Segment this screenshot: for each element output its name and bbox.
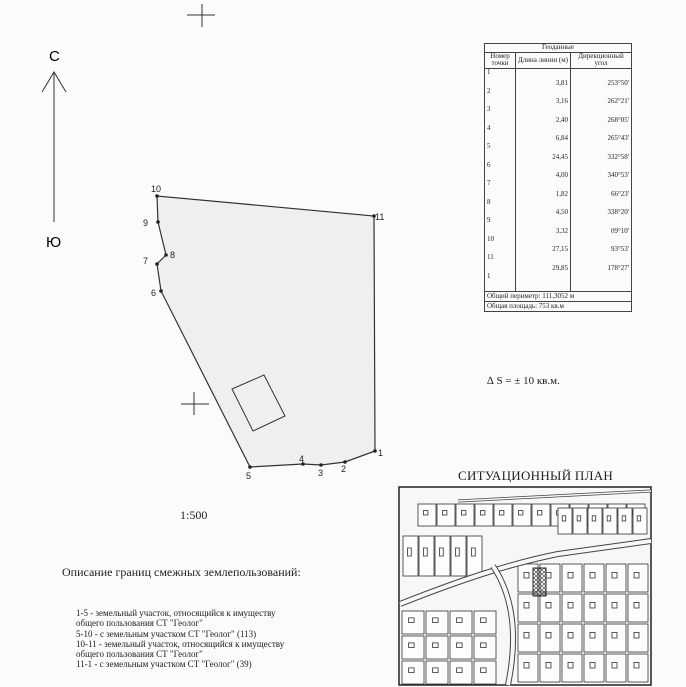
subject-parcel-marker — [533, 568, 546, 596]
geodata-table — [484, 43, 632, 312]
vertex-label-2: 2 — [341, 464, 347, 474]
description-line: 11-1 - с земельным участком СТ "Геолог" (39) — [76, 659, 252, 670]
table-cell-point: 4 — [485, 125, 516, 144]
neighbor-building — [423, 511, 428, 515]
vertex-label-6: 6 — [151, 288, 157, 298]
neighbor-building — [409, 668, 415, 673]
neighbor-building — [546, 602, 551, 608]
table-cell-length: 4,00 — [516, 162, 571, 181]
neighbor-building — [481, 643, 487, 648]
description-line: общего пользования СТ "Геолог" — [76, 618, 203, 629]
neighbor-building — [524, 602, 529, 608]
neighbor-building — [442, 511, 447, 515]
table-row — [485, 106, 632, 125]
table-cell-angle: 93°53' — [571, 236, 632, 255]
table-cell-angle: 262°21' — [571, 88, 632, 107]
vertex-6 — [159, 289, 163, 293]
description-line: 10-11 - земельный участок, относящийся к имуществу — [76, 638, 285, 649]
table-cell-point: 2 — [485, 88, 516, 107]
neighbor-building — [524, 632, 529, 638]
neighbor-building — [634, 632, 639, 638]
neighbor-building — [408, 548, 412, 556]
table-cell-length: 1,82 — [516, 180, 571, 199]
neighbor-building — [590, 662, 595, 668]
neighbor-building — [457, 668, 463, 673]
table-cell-point: 11 — [485, 254, 516, 273]
neighbor-building — [524, 572, 529, 578]
vertex-10 — [155, 194, 159, 198]
table-row — [485, 236, 632, 255]
neighbor-building — [590, 572, 595, 578]
neighbor-building — [456, 548, 460, 556]
description-line: 5-10 - с земельным участком СТ "Геолог" (113) — [76, 628, 257, 639]
north-label: С — [49, 48, 60, 65]
neighbor-building — [499, 511, 504, 515]
neighbor-building — [424, 548, 428, 556]
table-footer-perimeter — [485, 292, 632, 302]
neighbor-building — [568, 602, 573, 608]
table-row — [485, 69, 632, 88]
neighbor-building — [622, 516, 626, 521]
table-cell-point: 1 — [485, 273, 516, 292]
table-cell-angle: 340°53' — [571, 162, 632, 181]
table-cell-angle: 09°10' — [571, 217, 632, 236]
neighbor-building — [562, 516, 566, 521]
neighbor-building — [612, 662, 617, 668]
vertex-label-8: 8 — [170, 250, 176, 260]
table-cell-point: 1 — [485, 69, 516, 88]
neighbor-building — [461, 511, 466, 515]
neighbor-building — [634, 572, 639, 578]
vertex-7 — [155, 262, 159, 266]
neighbor-building — [433, 668, 439, 673]
table-cell-length: 24,45 — [516, 143, 571, 162]
vertex-3 — [319, 463, 323, 467]
south-label: Ю — [46, 234, 62, 251]
geodata-table-body — [485, 69, 632, 312]
table-row — [485, 254, 632, 273]
neighbor-building — [472, 548, 476, 556]
neighbor-building — [457, 618, 463, 623]
neighbor-building — [440, 548, 444, 556]
table-cell-point: 9 — [485, 217, 516, 236]
boundary-description-title: Описание границ смежных землепользований: — [62, 565, 301, 579]
description-line: 1-5 - земельный участок, относящийся к имуществу — [76, 608, 276, 618]
table-cell-angle: 338°20' — [571, 199, 632, 218]
neighbor-building — [546, 662, 551, 668]
neighbor-building — [546, 632, 551, 638]
neighbor-building — [568, 662, 573, 668]
neighbor-building — [409, 618, 415, 623]
neighbor-building — [590, 602, 595, 608]
vertex-5 — [248, 465, 252, 469]
column-header-point: Номер точки — [485, 52, 516, 68]
neighbor-building — [612, 632, 617, 638]
vertex-label-9: 9 — [143, 218, 149, 228]
table-cell-point: 7 — [485, 180, 516, 199]
neighbor-building — [481, 668, 487, 673]
neighbor-building — [537, 511, 542, 515]
table-row — [485, 180, 632, 199]
neighbor-building — [546, 572, 551, 578]
situation-plan-title: СИТУАЦИОННЫЙ ПЛАН — [458, 468, 614, 483]
table-cell-angle — [571, 273, 632, 292]
table-cell-length: 4,50 — [516, 199, 571, 218]
table-cell-angle: 265°43' — [571, 125, 632, 144]
neighbor-building — [637, 516, 641, 521]
table-cell-angle: 268°05' — [571, 106, 632, 125]
table-cell-length: 3,32 — [516, 217, 571, 236]
table-footer-perimeter-text: Общий периметр: 111,3052 м — [485, 292, 632, 302]
neighbor-building — [612, 602, 617, 608]
table-cell-length — [516, 273, 571, 292]
table-row — [485, 125, 632, 144]
neighbor-building — [612, 572, 617, 578]
table-cell-length: 27,15 — [516, 236, 571, 255]
table-footer-area-text: Общая площадь: 753 кв.м — [485, 302, 632, 312]
neighbor-building — [607, 516, 611, 521]
parcel-polygon — [157, 196, 375, 467]
vertex-label-1: 1 — [378, 448, 384, 458]
table-footer-area — [485, 302, 632, 312]
table-row — [485, 143, 632, 162]
table-cell-length: 2,40 — [516, 106, 571, 125]
table-row — [485, 88, 632, 107]
neighbor-building — [524, 662, 529, 668]
neighbor-building — [634, 662, 639, 668]
description-line: общего пользования СТ "Геолог" — [76, 649, 203, 660]
neighbor-building — [480, 511, 485, 515]
table-row — [485, 199, 632, 218]
situation-plan-map — [398, 486, 653, 686]
neighbor-building — [481, 618, 487, 623]
column-header-length: Длина линии (м) — [516, 52, 571, 68]
table-cell-point: 6 — [485, 162, 516, 181]
area-tolerance: ∆ S = ± 10 кв.м. — [487, 375, 560, 387]
table-cell-angle: 66°23' — [571, 180, 632, 199]
neighbor-building — [457, 643, 463, 648]
table-cell-point: 3 — [485, 106, 516, 125]
geodata-table-title: Геоданные — [485, 44, 632, 53]
table-row — [485, 162, 632, 181]
neighbor-building — [568, 572, 573, 578]
neighbor-building — [433, 643, 439, 648]
table-cell-length: 3,81 — [516, 69, 571, 88]
boundary-description-list — [76, 608, 346, 670]
column-header-angle: Дирекционный угол — [571, 52, 632, 68]
neighbor-building — [590, 632, 595, 638]
neighbor-building — [592, 516, 596, 521]
table-cell-length: 29,85 — [516, 254, 571, 273]
table-row — [485, 273, 632, 292]
vertex-label-4: 4 — [299, 454, 305, 464]
vertex-1 — [373, 449, 377, 453]
table-cell-angle: 332°58' — [571, 143, 632, 162]
table-row — [485, 217, 632, 236]
table-cell-length: 6,84 — [516, 125, 571, 144]
table-cell-angle: 253°50' — [571, 69, 632, 88]
table-cell-length: 3,16 — [516, 88, 571, 107]
scale-label: 1:500 — [180, 508, 208, 522]
neighbor-building — [634, 602, 639, 608]
neighbor-building — [577, 516, 581, 521]
table-cell-point: 10 — [485, 236, 516, 255]
vertex-label-11: 11 — [375, 212, 385, 222]
neighbor-building — [409, 643, 415, 648]
vertex-label-3: 3 — [318, 468, 324, 478]
table-cell-point: 8 — [485, 199, 516, 218]
vertex-label-10: 10 — [151, 184, 162, 194]
vertex-label-5: 5 — [246, 471, 252, 481]
registration-cross-top — [187, 4, 215, 27]
neighbor-building — [433, 618, 439, 623]
vertex-9 — [156, 220, 160, 224]
vertex-label-7: 7 — [143, 256, 149, 266]
neighbor-building — [518, 511, 523, 515]
table-cell-point: 5 — [485, 143, 516, 162]
registration-cross-middle — [181, 392, 209, 415]
table-cell-angle: 178°27' — [571, 254, 632, 273]
vertex-8 — [164, 253, 168, 257]
neighbor-building — [568, 632, 573, 638]
north-arrow-icon — [42, 72, 66, 222]
